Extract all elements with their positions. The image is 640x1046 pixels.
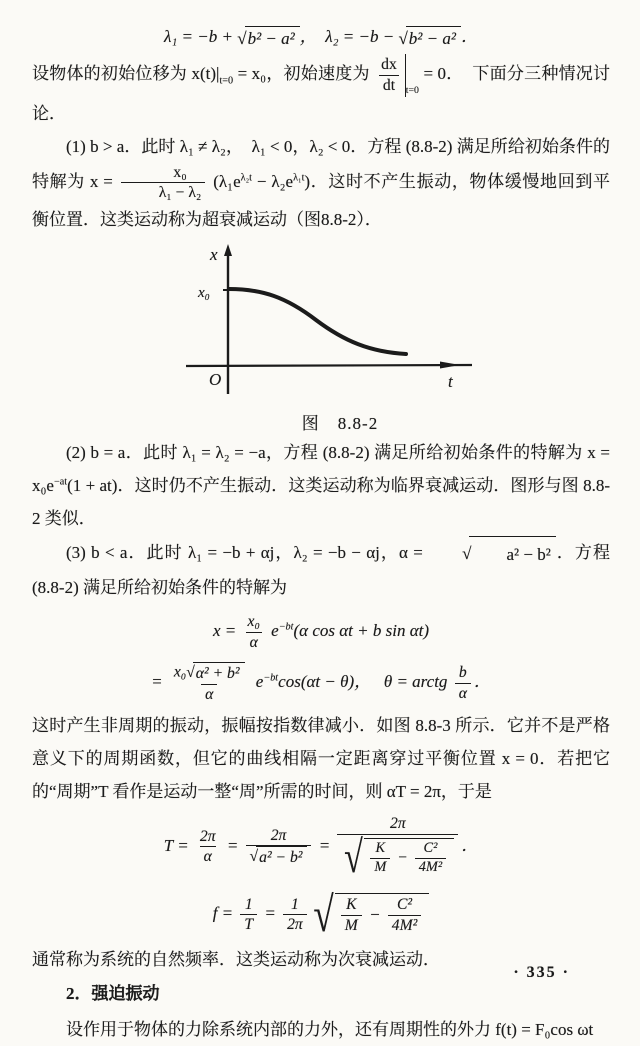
subscript: t=0 bbox=[219, 75, 234, 87]
superscript: λ₂t bbox=[240, 172, 252, 184]
radical: √ a² − b² bbox=[428, 536, 556, 571]
radical: √ $\frac{K}{M}$ − $\frac{\text{C²}}{\text{4M²}}$ bbox=[310, 890, 430, 939]
equation-frequency: f = $\frac{1}{T}$ = $\frac{1}{2\pi}$ √ $\frac{K}{M}$ − $\frac{\text{C²}}{\text{4M²}}$ bbox=[32, 890, 610, 939]
para-case-2-critical: (2) b = a．此时 λ₁ = λ₂ = −a，方程 (8.8-2) 满足所给初始条件的特解为 $x = x_0e^{-at}(1 + at)$．这时仍不产生振动．这类运动称为临界衰减运动．图形与图 8.8-2 类似． bbox=[32, 443, 615, 529]
fraction-dx-dt: $\frac{dx}{dt}$ bbox=[377, 55, 401, 95]
x-axis bbox=[186, 365, 472, 366]
origin-label: O bbox=[209, 370, 222, 390]
para-initial-conditions: 设物体的初始位移为 $x(t)|_{t=0} = x_0$，初始速度为 $\frac{dx}{dt}$ $_{t=0}$ = 0． 下面分三种情况讨论． bbox=[32, 54, 610, 130]
page-number: · 335 · bbox=[513, 964, 570, 981]
fraction-1-2pi: $\frac{1}{2\pi}$ bbox=[283, 895, 307, 935]
figure-caption: 图 8.8-2 bbox=[301, 414, 379, 434]
radical: √ a² − b² bbox=[250, 846, 308, 868]
radical: √ $\frac{K}{M}$ − $\frac{\text{C²}}{\text{4M²}}$ bbox=[341, 835, 454, 880]
x-axis-arrow bbox=[440, 362, 460, 369]
fraction-2pi-nested: 2π √ $\frac{K}{M}$ − $\frac{\text{C²}}{\text{4M²}}$ bbox=[337, 814, 458, 880]
subscript: t=0 bbox=[405, 84, 419, 96]
radical: √ b² − a² bbox=[398, 26, 461, 50]
para-forced-vibration: 设作用于物体的力除系统内部的力外，还有周期性的外力 f(t) = F₀cos ωt bbox=[66, 1019, 594, 1039]
equation-solution-line-1: x = $\frac{\text{x₀}}{\alpha}$ $e^{-bt}(\alpha$ cos αt + b sin αt) bbox=[212, 613, 430, 651]
fraction-2pi-alpha: $\frac{2\pi}{\alpha}$ bbox=[199, 827, 216, 866]
fraction-C2-4M2: $\frac{\text{C²}}{\text{4M²}}$ bbox=[415, 840, 446, 877]
fraction-amplitude: x₀ √ α² + b² α bbox=[170, 662, 249, 704]
x0-label: x₀ bbox=[198, 285, 210, 302]
figure-canvas bbox=[182, 244, 498, 396]
fraction-x0-over-lambda-diff: $\frac{\text{x₀}}{\text{λ₁ − λ₂}}$ bbox=[121, 163, 206, 203]
para-aperiodic-oscillation: 这时产生非周期的振动，振幅按指数律减小．如图 8.8-3 所示．它并不是严格意义下的周期函数，但它的曲线相隔一定距离穿过平衡位置 x = 0．若把它的“周期”T 看作是运动一整“周”所需的时间，则 αT = 2π，于是 bbox=[32, 715, 610, 801]
fraction-1-T: $\frac{1}{T}$ bbox=[240, 895, 257, 935]
superscript: −bt bbox=[263, 672, 279, 684]
fraction-x0-over-alpha: $\frac{\text{x₀}}{\alpha}$ bbox=[247, 613, 260, 651]
figure-8-8-2 bbox=[182, 244, 498, 434]
equation-period: T = $\frac{2\pi}{\alpha}$ = 2π √ a² − b² = 2π √ $\frac{K}{M}$ − $\frac{\text{C²}}{\text{4M²}}$ ． bbox=[163, 814, 479, 882]
fraction-2pi-sqrt: 2π √ a² − b² bbox=[246, 826, 312, 868]
fraction-K-M: $\frac{K}{M}$ bbox=[341, 895, 362, 935]
fraction-C2-4M2: $\frac{\text{C²}}{\text{4M²}}$ bbox=[388, 895, 422, 935]
y-axis-arrow bbox=[224, 244, 232, 256]
section-heading-forced-vibration: 2．强迫振动 bbox=[66, 984, 160, 1004]
para-natural-frequency: 通常称为系统的自然频率．这类运动称为次衰减运动． bbox=[32, 950, 440, 970]
equation-lambda-roots: λ₁ = −b + √ b² − a² ， λ₂ = −b − √ b² − a² ． bbox=[32, 26, 610, 50]
equation-text: λ₁ = −b + bbox=[164, 27, 238, 46]
fraction-b-over-alpha: $\frac{b}{\alpha}$ bbox=[455, 663, 471, 703]
decay-curve bbox=[229, 289, 406, 354]
superscript: λ₁t bbox=[293, 172, 305, 184]
superscript: −bt bbox=[278, 621, 294, 633]
radical: √ α² + b² bbox=[186, 662, 244, 684]
superscript: −at bbox=[53, 476, 68, 488]
fraction-K-M: $\frac{K}{M}$ bbox=[370, 840, 390, 877]
para-case-1-overdamped: (1) b > a．此时 λ₁ ≠ λ₂， λ₁ < 0，λ₂ < 0．方程 (8.8-2) 满足所给初始条件的特解为 x = $\frac{\text{x₀}}{\text{λ₁ − λ₂}}$ $(\lambda_1e^{\lambda_2t} - \lambda_2e^{\lambda_1t})$．这时不产生振动，物体缓慢地回到平衡位置．这类运动称为超衰减运动（图8.8-2）． bbox=[32, 136, 610, 230]
x-axis-label: t bbox=[448, 372, 453, 392]
y-axis-label: x bbox=[210, 245, 218, 265]
radical: √ b² − a² bbox=[237, 26, 300, 50]
para-case-3-underdamped: (3) b < a．此时 λ₁ = −b + αj，λ₂ = −b − αj，α = √ a² − b² ．方程 (8.8-2) 满足所给初始条件的特解为 bbox=[32, 536, 610, 605]
equation-solution-line-2: = x₀ √ α² + b² α $e^{-bt}\cos(\alpha t - \theta)$， θ = arctg $\frac{b}{\alpha}$ ． bbox=[151, 663, 491, 704]
